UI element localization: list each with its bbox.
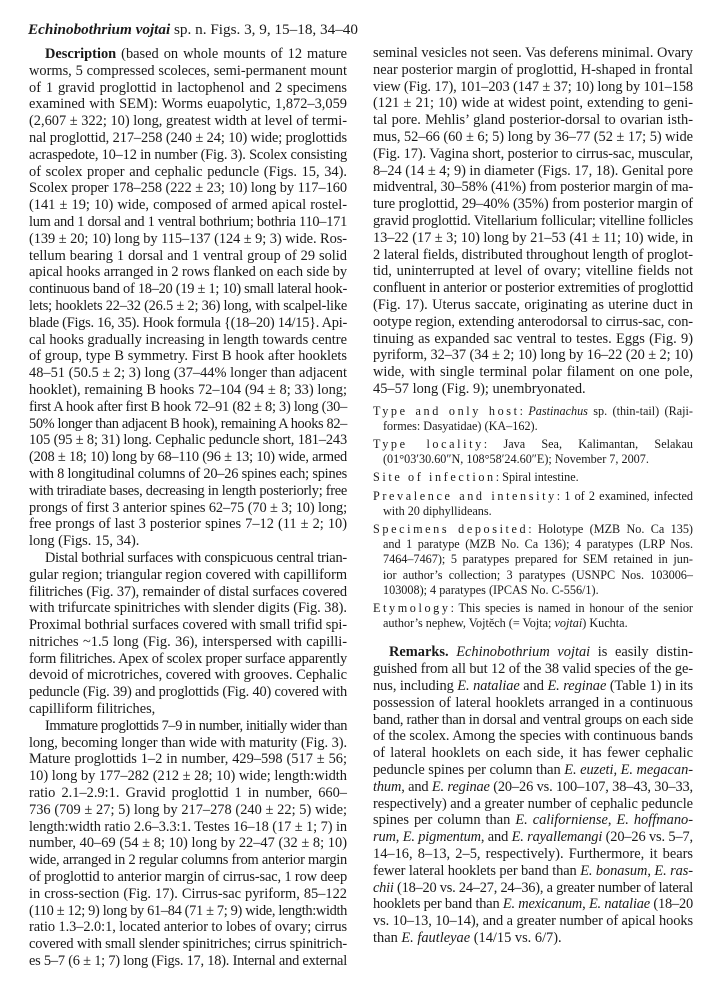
specimens-deposited-entry: Specimens deposited: Holotype (MZB No. Ca 135) and 1 paratype (MZB No. Ca 136); 4 paratypes (LRP Nos. 7464–7467); 5 paratypes prepared for SEM retained in jun- ior author’s collection; 3 paratypes (USNPC Nos. 103006– 103008); 4 paratypes (IPCAS No. C-556/1). (373, 522, 693, 597)
text-line: free prongs of last 3 posterior spines 7–12 (11 ± 2; 10) (29, 516, 347, 533)
type-host-label: Type and only host (373, 403, 520, 418)
right-column (373, 45, 693, 947)
text-line: gular region; triangular region covered with capilliform (29, 566, 347, 583)
text-line: 48–51 (50.5 ± 2; 3) long (37–44% longer than adjacent (29, 365, 347, 382)
text-line: of scolex proper and cephalic peduncle (Figs. 15, 34). (29, 163, 347, 180)
text-line: near posterior margin of proglottid, H-shaped in frontal (373, 61, 693, 78)
text-line: number, 40–69 (54 ± 8; 10) long by 22–47 (32 ± 8; 10) (29, 835, 347, 852)
text-line: blade (Figs. 16, 35). Hook formula {(18–20) 14/15}. Api- (29, 314, 347, 331)
specimens-label: Specimens deposited (373, 522, 529, 537)
text-line: ture proglottid, 29–40% (35%) from posterior margin of (373, 196, 693, 213)
text-line: 105 (95 ± 8; 31) long. Cephalic peduncle short, 181–243 (29, 432, 347, 449)
text-line: hooklet), remaining B hooks 72–104 (94 ± 8; 33) long; (29, 381, 347, 398)
text-line: fewer lateral hooklets per band than E. bonasum, E. ras- (373, 862, 693, 879)
text-line: than E. fautleyae (14/15 vs. 6/7). (373, 929, 562, 946)
text-line: with 8 longitudinal columns of 20–26 spines each; spines (29, 465, 347, 482)
taxonomic-summary (373, 404, 693, 632)
species-name: E. ras- (654, 862, 693, 879)
text-line: band, rather than in dorsal and ventral groups on each side (373, 711, 693, 728)
text-line: thum, and E. reginae (20–26 vs. 100–107, 38–43, 30–33, (373, 778, 693, 795)
text-line: ratio 1.3–2.0:1, located anterior to lobes of ovary; cirrus (29, 919, 347, 936)
text-line: of 1 gravid proglottid in lactophenol and 2 specimens (29, 79, 347, 96)
species-name: E. fautleyae (401, 929, 471, 946)
species-name: chii (373, 879, 394, 896)
text-line: vs. 10–13, 10–14), and a greater number of apical hooks (373, 913, 693, 930)
text-line: 13–22 (17 ± 3; 10) long by 21–53 (41 ± 11; 10) wide, in (373, 229, 693, 246)
text-line: examined with SEM): Worms euapolytic, 1,872–3,059 (29, 96, 347, 113)
species-name: thum (373, 778, 402, 795)
remarks-paragraph: Remarks. Echinobothrium vojtai is easily distin- guished from all but 12 of the 38 valid species of the ge- nus, including E. nataliae and E. reginae (Table 1) in its possession of lateral hooklets arranged in a continuous band, rather than in dorsal and ventral groups on each side of the scolex. Among the species with continuous bands of lateral hooklets on each side, it has fewer cephalic peduncle spines per column than E. euzeti, E. megacan- thum, and E. reginae (20–26 vs. 100–107, 38–43, 30–33, respectively) and a greater number of cephalic peduncle spines per column than E. californiense, E. hoffmano- rum, E. pigmentum, and E. rayallemangi (20–26 vs. 5–7, 14–16, 8–13, 2–5, respectively). Furthermore, it bears fewer lateral hooklets per band than E. bonasum, E. ras- chii (18–20 vs. 24–27, 24–36), a greater number of lateral hooklets per band than E. mexicanum, E. nataliae (18–20 vs. 10–13, 10–14), and a greater number of apical hooks than E. fautleyae (14/15 vs. 6/7). (373, 644, 694, 946)
text-line: (Fig. 17). Vagina short, posterior to cirrus-sac, muscular, (373, 145, 693, 162)
text-line: (2,607 ± 322; 10) long, greatest width at level of termi- (29, 113, 347, 130)
proglottids-paragraph-continued (373, 45, 693, 398)
species-name: E. hoffmano- (616, 812, 693, 829)
text-line: 2 lateral fields, distributed throughout length of proglot- (373, 246, 693, 263)
left-column (28, 20, 358, 970)
text-line: acraspedote, 10–12 in number (Fig. 3). Scolex consisting (29, 146, 347, 163)
text-line: (Fig. 17). Uterus saccate, originating as uterine duct in (373, 296, 693, 313)
text-line: peduncle (Fig. 39) and proglottids (Fig. 40) covered with (29, 684, 347, 701)
text-line: 736 (709 ± 27; 5) long by 217–278 (240 ± 22; 5) wide; (29, 801, 347, 818)
text-line: (121 ± 21; 10) wide at widest point, extending to geni- (373, 95, 693, 112)
text-line: wide, with single terminal polar filament on one pole, (373, 364, 693, 381)
remarks-heading: Remarks. (389, 644, 449, 661)
text-line: capilliform filitriches, (29, 701, 156, 718)
description-heading: Description (45, 46, 117, 62)
text-line: worms, 5 compressed scoleces, semi-permanent mount (29, 62, 347, 79)
text-line: 14–16, 8–13, 2–5, respectively). Furthermore, it bears (373, 845, 693, 862)
prevalence-label: Prevalence and intensity (373, 488, 557, 503)
text-line: of lateral hooklets on each side, it has fewer cephalic (373, 745, 693, 762)
text-line: nal proglottid, 217–258 (240 ± 24; 10) wide; proglottids (29, 129, 347, 146)
text-line: Proximal bothrial surfaces covered with small trifid spi- (29, 617, 347, 634)
text-line: first A hook after first B hook 72–91 (82 ± 8; 3) long (30– (29, 398, 347, 415)
text-line: nitriches ~1.5 long (Fig. 36), interspersed with capilli- (29, 633, 347, 650)
text-line: lum and 1 dorsal and 1 ventral bothrium; bothria 110–171 (29, 213, 347, 230)
text-line: gravid proglottid. Vitellarium follicular; vitelline follicles (373, 212, 693, 229)
text-line: 8–24 (14 ± 4; 9) in diameter (Figs. 17, 18). Genital pore (373, 162, 693, 179)
text-line: pyriform, 32–37 (34 ± 2; 10) long by 16–22 (20 ± 2; 10) (373, 347, 693, 364)
text-line: length:width ratio 2.6–3.3:1. Testes 16–18 (17 ± 1; 7) in (29, 818, 347, 835)
text-line: tal pore. Mehlis’ gland posterior-dorsal to ovarian isth- (373, 112, 693, 129)
text-line: tid, uninterrupted at level of ovary; vitelline fields not (373, 263, 693, 280)
text-line: form filitriches. Apex of scolex proper surface apparently (29, 650, 347, 667)
text-line: of the scolex. Among the species with continuous bands (373, 728, 693, 745)
species-name: E. rayallemangi (511, 829, 603, 846)
text-line: long, becoming longer than wide with maturity (Fig. 3). (29, 734, 347, 751)
text-line: of proglottid to anterior margin of cirrus-sac, 1 row deep (29, 869, 347, 886)
description-paragraph (29, 46, 347, 550)
text-line: of group, type B symmetry. First B hook after hooklets (29, 348, 347, 365)
text-line: cal hooks gradually increasing in length towards centre (29, 331, 347, 348)
text-line: Mature proglottids 1–2 in number, 429–598 (517 ± 56; (29, 751, 347, 768)
text-line: possession of lateral hooklets arranged in a continuous (373, 694, 693, 711)
text-line: in cross-section (Fig. 17). Cirrus-sac pyriform, 85–122 (29, 885, 347, 902)
text-line: (208 ± 18; 10) long by 68–110 (96 ± 13; 10) wide, armed (29, 449, 347, 466)
etymology-entry: Etymology: This species is named in honour of the senior author’s nephew, Vojtěch (= Vojta; vojtai) Kuchta. (373, 600, 693, 631)
figure-references: Figs. 3, 9, 15–18, 34–40 (210, 21, 358, 38)
text-line: with trifurcate spinitriches with slender digits (Fig. 38). (29, 600, 347, 617)
text-line: ratio 2.1–2.9:1. Gravid proglottid 1 in number, 660– (29, 785, 347, 802)
species-name: E. californiense (515, 812, 608, 829)
text-line: 45–57 long (Fig. 9); unembryonated. (373, 380, 586, 397)
species-name: E. nataliae (457, 677, 520, 694)
text-line: Description (based on whole mounts of 12 mature (45, 46, 347, 62)
species-name: E. reginae (547, 677, 607, 694)
etymology-label: Etymology (373, 600, 451, 615)
species-name: E. euzeti, E. megacan- (564, 761, 693, 778)
text-line: (139 ± 20; 10) long by 115–137 (124 ± 9; 3) wide. Ros- (29, 230, 347, 247)
species-name: Echinobothrium vojtai (28, 21, 171, 38)
text-line: tinuing as expanded sac ventral to testes. Eggs (Fig. 9) (373, 330, 693, 347)
type-host-entry: Type and only host: Pastinachus sp. (thin-tail) (Raji- formes: Dasyatidae) (KA–162). (373, 403, 693, 433)
text-line: confluent in anterior or posterior extremities of proglottid (373, 280, 693, 297)
text-line: long (Figs. 15, 34). (29, 533, 140, 550)
prevalence-entry: Prevalence and intensity: 1 of 2 examined, infected with 20 diphyllideans. (373, 488, 693, 518)
proglottids-paragraph (29, 718, 347, 970)
text-line: filitriches (Fig. 37), remainder of distal surfaces covered (29, 583, 347, 600)
text-line: Scolex proper 178–258 (222 ± 23; 10) long by 117–160 (29, 180, 347, 197)
text-line: rum, E. pigmentum, and E. rayallemangi (20–26 vs. 5–7, (373, 829, 694, 846)
species-rank: sp. n. (170, 21, 211, 38)
text-line: respectively) and a greater number of cephalic peduncle (373, 795, 693, 812)
text-line: midventral, 30–58% (41%) from posterior margin of ma- (373, 179, 693, 196)
site-of-infection-entry: Site of infection: Spiral intestine. (373, 470, 579, 485)
text-line: hooklets per band than E. mexicanum, E. nataliae (18–20 (373, 896, 694, 913)
text-line: prongs of first 3 anterior spines 62–75 (70 ± 3; 10) long; (29, 499, 347, 516)
text-line: es 5–7 (6 ± 1; 7) long (Figs. 17, 18). Internal and external (29, 953, 347, 970)
text-line: with triradiate bases, decreasing in length posteriorly; free (29, 482, 347, 499)
text-line: chii (18–20 vs. 24–27, 24–36), a greater number of lateral (373, 879, 693, 896)
text-line: apical hooks arranged in 2 rows flanked on each side by (29, 264, 347, 281)
text-line: peduncle spines per column than E. euzeti, E. megacan- (373, 761, 693, 778)
text-line: seminal vesicles not seen. Vas deferens minimal. Ovary (373, 45, 693, 61)
text-line: covered with small slender spinitriches; cirrus spinitrich- (29, 936, 347, 953)
type-locality-label: Type locality (373, 437, 484, 452)
species-name: E. pigmentum (402, 829, 481, 846)
species-name: E. bonasum (580, 862, 648, 879)
text-line: nus, including E. nataliae and E. reginae (Table 1) in its (373, 677, 693, 694)
species-name: rum (373, 829, 396, 846)
species-name: E. reginae (431, 778, 490, 795)
surfaces-paragraph (29, 550, 347, 718)
host-genus: Pastinachus (528, 403, 588, 418)
site-label: Site of infection (373, 470, 496, 485)
species-title (28, 20, 358, 40)
text-line: 10) long by 177–282 (212 ± 28; 10) wide; length:width (29, 768, 347, 785)
text-line: lets; hooklets 22–32 (26.5 ± 2; 36) long, with scalpel-like (29, 297, 347, 314)
species-name: E. mexicanum (502, 896, 583, 913)
text-line: guished from all but 12 of the 38 valid species of the ge- (373, 661, 693, 678)
text-line: 50% longer than adjacent B hook), remaining A hooks 82– (29, 415, 347, 432)
text-line: spines per column than E. californiense, E. hoffmano- (373, 812, 693, 829)
text-line: wide, arranged in 2 regular columns from anterior margin (29, 852, 347, 869)
species-name: E. nataliae (588, 896, 650, 913)
text-line: (110 ± 12; 9) long by 61–84 (71 ± 7; 9) wide, length:width (29, 902, 347, 919)
text-line: devoid of microtriches, covered with grooves. Cephalic (29, 667, 347, 684)
text-line: view (Fig. 17), 101–203 (147 ± 37; 10) long by 101–158 (373, 78, 693, 95)
text-line: tellum bearing 1 dorsal and 1 ventral group of 29 solid (29, 247, 347, 264)
type-locality-entry: Type locality: Java Sea, Kalimantan, Selakau (01°03′30.60″N, 108°58′24.60″E); November 7, 2007. (373, 437, 693, 467)
text-line: (141 ± 19; 10) wide, composed of armed apical rostel- (29, 197, 347, 214)
text-line: continuous band of 18–20 (19 ± 1; 10) small lateral hook- (29, 281, 347, 298)
text-line: Distal bothrial surfaces with conspicuous central trian- (45, 549, 347, 566)
text-line: mus, 52–66 (60 ± 6; 5) long by 36–77 (52 ± 17; 5) wide (373, 128, 693, 145)
text-line: ootype region, extending anterodorsal to cirrus-sac, con- (373, 313, 693, 330)
text-line: Immature proglottids 7–9 in number, initially wider than (45, 717, 347, 734)
